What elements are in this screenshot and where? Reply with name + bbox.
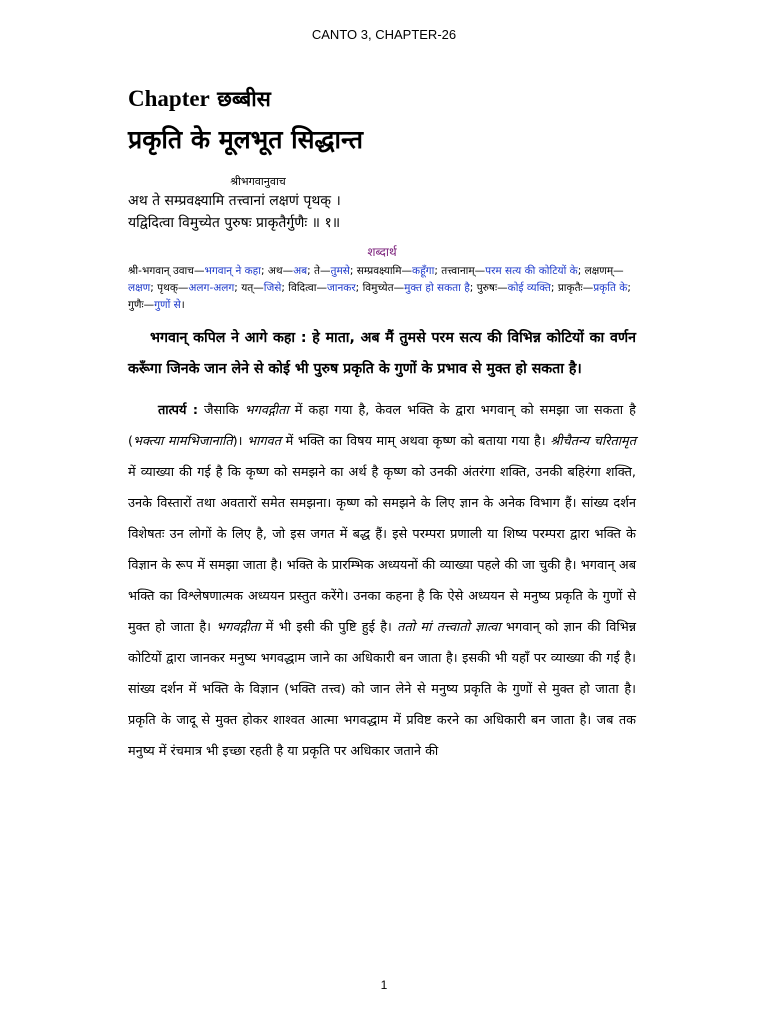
chapter-heading <box>128 86 636 112</box>
synonym-sanskrit: विमुच्येत <box>362 282 394 294</box>
synonym-meaning: जिसे <box>263 282 282 294</box>
synonym-sanskrit: विदित्वा <box>288 282 317 294</box>
verse-translation: भगवान् कपिल ने आगे कहा : हे माता, अब मैं तुमसे परम सत्य की विभिन्न कोटियों का वर्णन करूँगा जिनके जान लेने से कोई भी पुरुष प्रकृति के गुणों के प्रभाव से मुक्त हो सकता है। <box>128 330 636 377</box>
synonym-meaning: कहूँगा <box>412 265 435 277</box>
synonym-sanskrit: तत्त्वानाम् <box>441 265 475 277</box>
purport-citation: भागवत <box>247 434 282 449</box>
chapter-label: Chapter <box>128 86 210 111</box>
synonym-meaning: परम सत्य की कोटियों के <box>485 265 578 277</box>
synonym-sanskrit: श्री-भगवान् उवाच <box>128 265 194 277</box>
synonym-meaning: भगवान् ने कहा <box>204 265 261 277</box>
synonym-meaning: लक्षण <box>128 282 151 294</box>
synonym-sanskrit: अथ <box>267 265 283 277</box>
synonym-sanskrit: ते <box>314 265 321 277</box>
verse-speaker: श्रीभगवानुवाच <box>230 175 286 188</box>
verse-line-2: यद्विदित्वा विमुच्येत पुरुषः प्राकृतैर्गुणैः ॥ १॥ <box>128 215 341 231</box>
word-for-word-heading: शब्दार्थ <box>367 245 397 259</box>
page-content <box>128 86 636 767</box>
purport-text: भगवान् को ज्ञान की विभिन्न कोटियों द्वारा जानकर मनुष्य भगवद्धाम जाने का अधिकारी बन जाता है। इसकी भी यहाँ पर व्याख्या की गई है। सांख्य दर्शन में भक्ति के विज्ञान (भक्ति तत्त्व) को जान लेने से मनुष्य प्रकृति के गुणों से मुक्त हो जाता है। प्रकृति के जादू से मुक्त होकर शाश्वत आत्मा भगवद्धाम में प्रविष्ट करने का अधिकारी बन जाता है। जब तक मनुष्य में रंचमात्र भी इच्छा रहती है या प्रकृति पर अधिकार जताने की <box>128 620 636 759</box>
synonym-meaning: अलग-अलग <box>188 282 235 294</box>
synonym-meaning: कोई व्यक्ति <box>507 282 551 294</box>
synonym-meaning: प्रकृति के <box>593 282 628 294</box>
synonym-meaning: जानकर <box>326 282 356 294</box>
purport-text: जैसाकि <box>204 403 245 418</box>
purport-citation: भक्त्या मामभिजानाति <box>133 434 233 449</box>
purport-text: )। <box>232 434 248 449</box>
purport-label: तात्पर्य : <box>158 403 198 418</box>
purport-text: में व्याख्या की गई है कि कृष्ण को समझने का अर्थ है कृष्ण को उनकी अंतरंगा शक्ति, उनकी बहिरंगा शक्ति, उनके विस्तारों तथा अवतारों समेत समझना। कृष्ण को समझने के लिए ज्ञान के अनेक विभाग हैं। सांख्य दर्शन विशेषतः उन लोगों के लिए है, जो इस जगत में बद्ध हैं। इसे परम्परा प्रणाली या शिष्य परम्परा द्वारा भक्ति के विज्ञान के रूप में समझा जाता है। भक्ति के प्रारम्भिक अध्ययनों की व्याख्या पहले की जा चुकी है। भगवान् अब भक्ति का विश्लेषणात्मक अध्ययन प्रस्तुत करेंगे। उनका कहना है कि ऐसे अध्ययन से मनुष्य प्रकृति के गुणों से मुक्त हो जाता है। <box>128 465 636 635</box>
running-header: CANTO 3, CHAPTER-26 <box>311 27 457 42</box>
synonym-sanskrit: गुणैः <box>128 299 144 311</box>
synonym-meaning: गुणों से <box>154 299 181 311</box>
synonym-sanskrit: यत् <box>241 282 254 294</box>
page-number: 1 <box>380 978 388 992</box>
synonym-sanskrit: प्राकृतैः <box>557 282 583 294</box>
chapter-number: छब्बीस <box>217 87 271 111</box>
synonym-sanskrit: पुरुषः <box>476 282 498 294</box>
purport-text: में कहा गया है, केवल भक्ति के द्वारा भगवान् को समझा जा सकता है ( <box>128 403 636 449</box>
purport-citation: भगवद्गीता <box>216 620 261 635</box>
purport-citation: श्रीचैतन्य चरितामृत <box>550 434 636 449</box>
purport-paragraph <box>128 395 636 767</box>
synonym-sanskrit: लक्षणम् <box>584 265 614 277</box>
synonym-meaning: तुमसे <box>330 265 350 277</box>
purport-text: में भी इसी की पुष्टि हुई है। <box>260 620 398 635</box>
synonym-meaning: अब <box>293 265 308 277</box>
verse-line-1: अथ ते सम्प्रवक्ष्यामि तत्त्वानां लक्षणं पृथक् । <box>128 193 341 209</box>
chapter-title: प्रकृति के मूलभूत सिद्धान्त <box>128 125 363 154</box>
purport-text: में भक्ति का विषय माम् अथवा कृष्ण को बताया गया है। <box>281 434 551 449</box>
synonym-meaning: मुक्त हो सकता है <box>404 282 470 294</box>
synonym-sanskrit: पृथक् <box>157 282 178 294</box>
purport-citation: ततो मां तत्त्वातो ज्ञात्वा <box>397 620 501 635</box>
purport-citation: भगवद्गीता <box>244 403 289 418</box>
synonym-sanskrit: सम्प्रवक्ष्यामि <box>356 265 402 277</box>
word-for-word-synonyms: श्री-भगवान् उवाच—भगवान् ने कहा; अथ—अब; ते—तुमसे; सम्प्रवक्ष्यामि—कहूँगा; तत्त्वानाम्—परम सत्य की कोटियों के; लक्षणम्—लक्षण; पृथक्—अलग-अलग; यत्—जिसे; विदित्वा—जानकर; विमुच्येत—मुक्त हो सकता है; पुरुषः—कोई व्यक्ति; प्राकृतैः—प्रकृति के; गुणैः—गुणों से। <box>128 265 631 311</box>
